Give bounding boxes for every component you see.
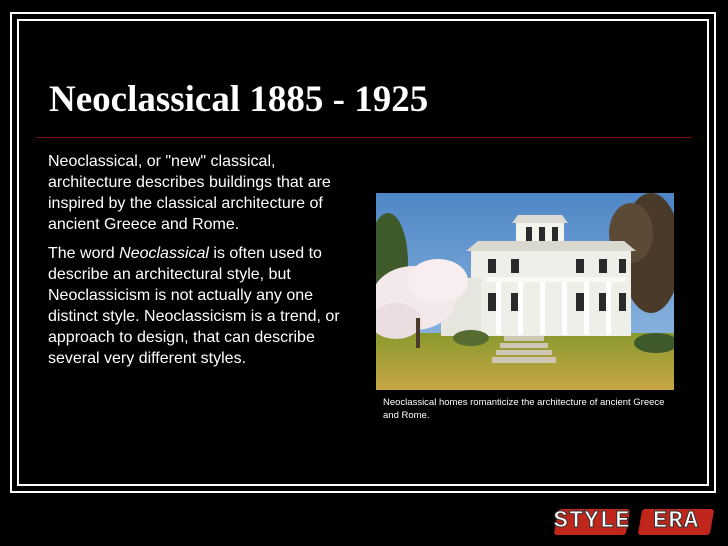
paragraph-usage-start: The word	[48, 245, 120, 262]
photo-caption: Neoclassical homes romanticize the architecture of ancient Greece and Rome.	[383, 397, 665, 421]
paragraph-usage	[48, 243, 358, 369]
emphasized-term: Neoclassical	[119, 245, 209, 262]
era-badge[interactable]	[640, 503, 712, 539]
title-divider	[36, 137, 692, 138]
style-badge[interactable]	[553, 503, 631, 539]
neoclassical-house-photo	[376, 193, 674, 390]
paragraph-definition: Neoclassical, or "new" classical, architecture describes buildings that are inspired by the classical architecture of ancient Greece and Rome.	[48, 153, 331, 233]
slide-title: Neoclassical 1885 - 1925	[49, 79, 429, 120]
paragraph-usage-rest: is often used to describe an architectural style, but Neoclassicism is not actually any one distinct style. Neoclassicism is a trend, or approach to design, that can describe several very different styles.	[48, 245, 340, 367]
slide-body	[48, 151, 358, 377]
style-badge-label: STYLE	[553, 507, 631, 535]
era-badge-label: ERA	[652, 507, 700, 535]
